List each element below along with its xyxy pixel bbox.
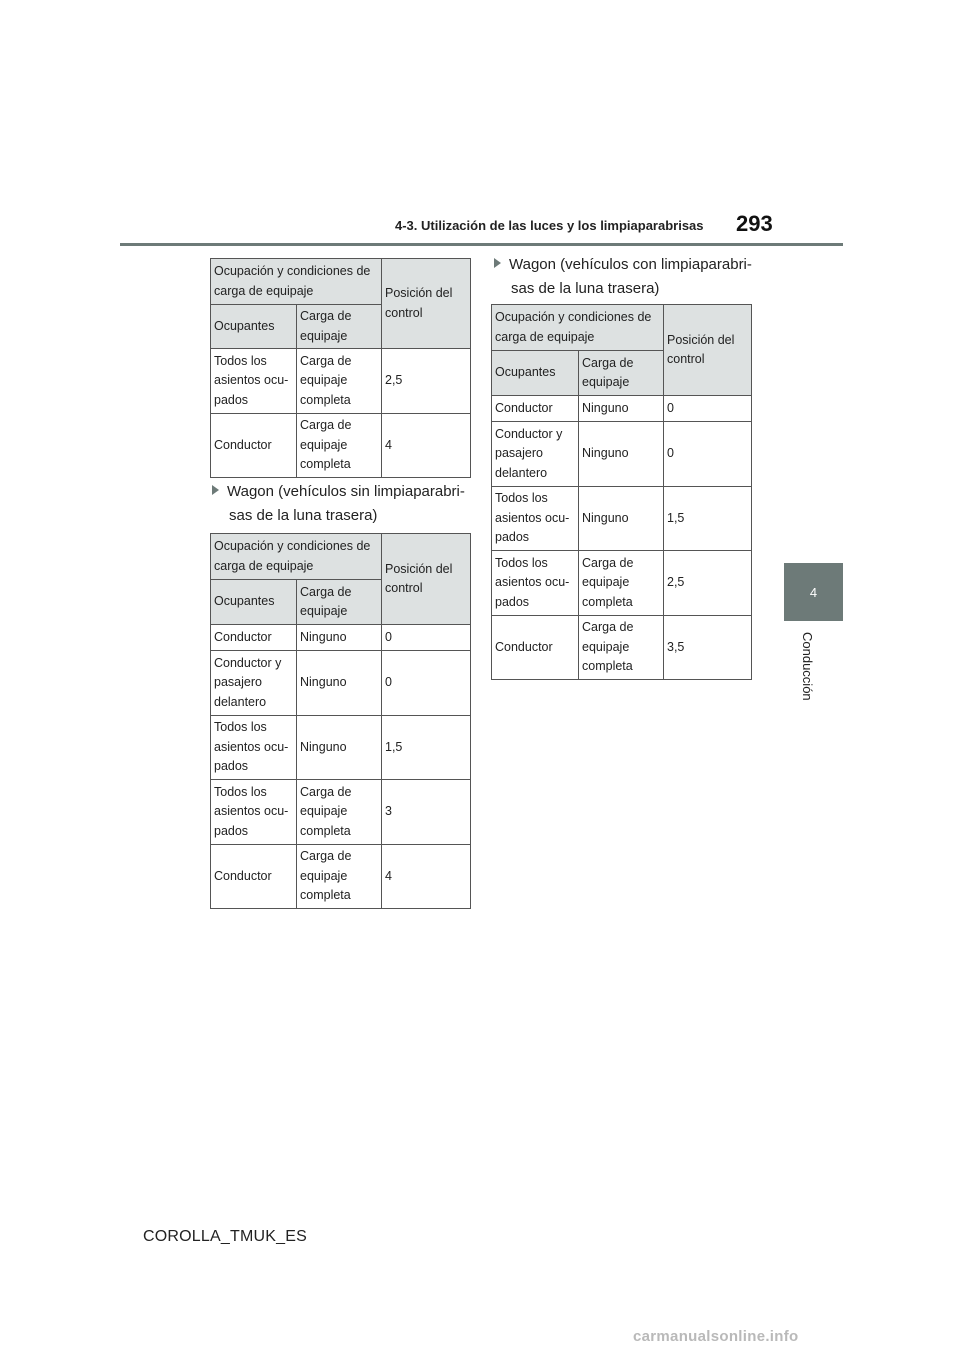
table-wagon-no-rear-wiper	[210, 533, 471, 909]
position-cell: 0	[382, 625, 471, 651]
section-title: 4-3. Utilización de las luces y los limpiaparabrisas	[395, 218, 704, 233]
occupants-cell: Todos los asientos ocu-pados	[492, 551, 579, 616]
table-row	[211, 716, 471, 780]
table-row	[211, 625, 471, 651]
watermark: carmanualsonline.info	[633, 1328, 799, 1345]
section-heading-line2: sas de la luna trasera)	[511, 280, 660, 297]
header-group-cell: Ocupación y condiciones de carga de equipaje	[211, 534, 382, 580]
occupants-cell: Conductor	[211, 625, 297, 651]
occupants-cell: Todos los asientos ocu-pados	[211, 349, 297, 414]
table-row	[211, 349, 471, 414]
chapter-tab: 4	[784, 563, 843, 621]
table-row	[211, 414, 471, 478]
occupants-cell: Conductor y pasajero delantero	[492, 422, 579, 487]
load-cell: Carga de equipaje completa	[297, 845, 382, 909]
table-row	[211, 651, 471, 716]
table-row	[492, 551, 752, 616]
occupants-cell: Todos los asientos ocu-pados	[211, 716, 297, 780]
table-wagon-with-rear-wiper	[491, 304, 752, 680]
header-load-cell: Carga de equipaje	[297, 580, 382, 625]
occupants-cell: Todos los asientos ocu-pados	[492, 487, 579, 551]
section-heading-line1: Wagon (vehículos con limpiaparabri-	[509, 256, 752, 273]
occupants-cell: Conductor	[492, 616, 579, 680]
load-cell: Ninguno	[297, 716, 382, 780]
position-cell: 1,5	[664, 487, 752, 551]
chapter-label: Conducción	[800, 632, 815, 701]
load-cell: Carga de equipaje completa	[297, 780, 382, 845]
section-heading-line2: sas de la luna trasera)	[229, 507, 378, 524]
header-position-cell: Posición del control	[382, 534, 471, 625]
load-cell: Ninguno	[579, 396, 664, 422]
load-cell: Carga de equipaje completa	[579, 551, 664, 616]
bullet-triangle-icon	[494, 258, 501, 268]
table-row	[211, 780, 471, 845]
occupants-cell: Conductor	[211, 845, 297, 909]
header-load-cell: Carga de equipaje	[297, 305, 382, 349]
header-divider	[120, 243, 843, 246]
table-top-continuation	[210, 258, 471, 478]
load-cell: Carga de equipaje completa	[297, 349, 382, 414]
table-row	[492, 396, 752, 422]
load-cell: Ninguno	[297, 651, 382, 716]
position-cell: 4	[382, 414, 471, 478]
position-cell: 0	[664, 422, 752, 487]
load-cell: Ninguno	[579, 487, 664, 551]
header-position-cell: Posición del control	[664, 305, 752, 396]
position-cell: 1,5	[382, 716, 471, 780]
position-cell: 2,5	[382, 349, 471, 414]
table-row	[492, 616, 752, 680]
header-occupants-cell: Ocupantes	[492, 351, 579, 396]
position-cell: 4	[382, 845, 471, 909]
bullet-wagon-no-rear-wiper	[212, 480, 482, 528]
occupants-cell: Conductor	[211, 414, 297, 478]
table-row	[492, 422, 752, 487]
header-group-cell: Ocupación y condiciones de carga de equipaje	[492, 305, 664, 351]
page-number: 293	[736, 211, 773, 236]
header-occupants-cell: Ocupantes	[211, 580, 297, 625]
table-row	[211, 845, 471, 909]
load-cell: Carga de equipaje completa	[579, 616, 664, 680]
position-cell: 3	[382, 780, 471, 845]
section-heading-line1: Wagon (vehículos sin limpiaparabri-	[227, 483, 465, 500]
document-code: COROLLA_TMUK_ES	[143, 1228, 307, 1245]
occupants-cell: Conductor	[492, 396, 579, 422]
header-position-cell: Posición del control	[382, 259, 471, 349]
bullet-triangle-icon	[212, 485, 219, 495]
bullet-wagon-with-rear-wiper	[494, 253, 764, 301]
load-cell: Ninguno	[297, 625, 382, 651]
occupants-cell: Todos los asientos ocu-pados	[211, 780, 297, 845]
occupants-cell: Conductor y pasajero delantero	[211, 651, 297, 716]
position-cell: 2,5	[664, 551, 752, 616]
header-occupants-cell: Ocupantes	[211, 305, 297, 349]
position-cell: 0	[382, 651, 471, 716]
position-cell: 3,5	[664, 616, 752, 680]
load-cell: Carga de equipaje completa	[297, 414, 382, 478]
load-cell: Ninguno	[579, 422, 664, 487]
header-load-cell: Carga de equipaje	[579, 351, 664, 396]
table-row	[492, 487, 752, 551]
position-cell: 0	[664, 396, 752, 422]
header-group-cell: Ocupación y condiciones de carga de equipaje	[211, 259, 382, 305]
